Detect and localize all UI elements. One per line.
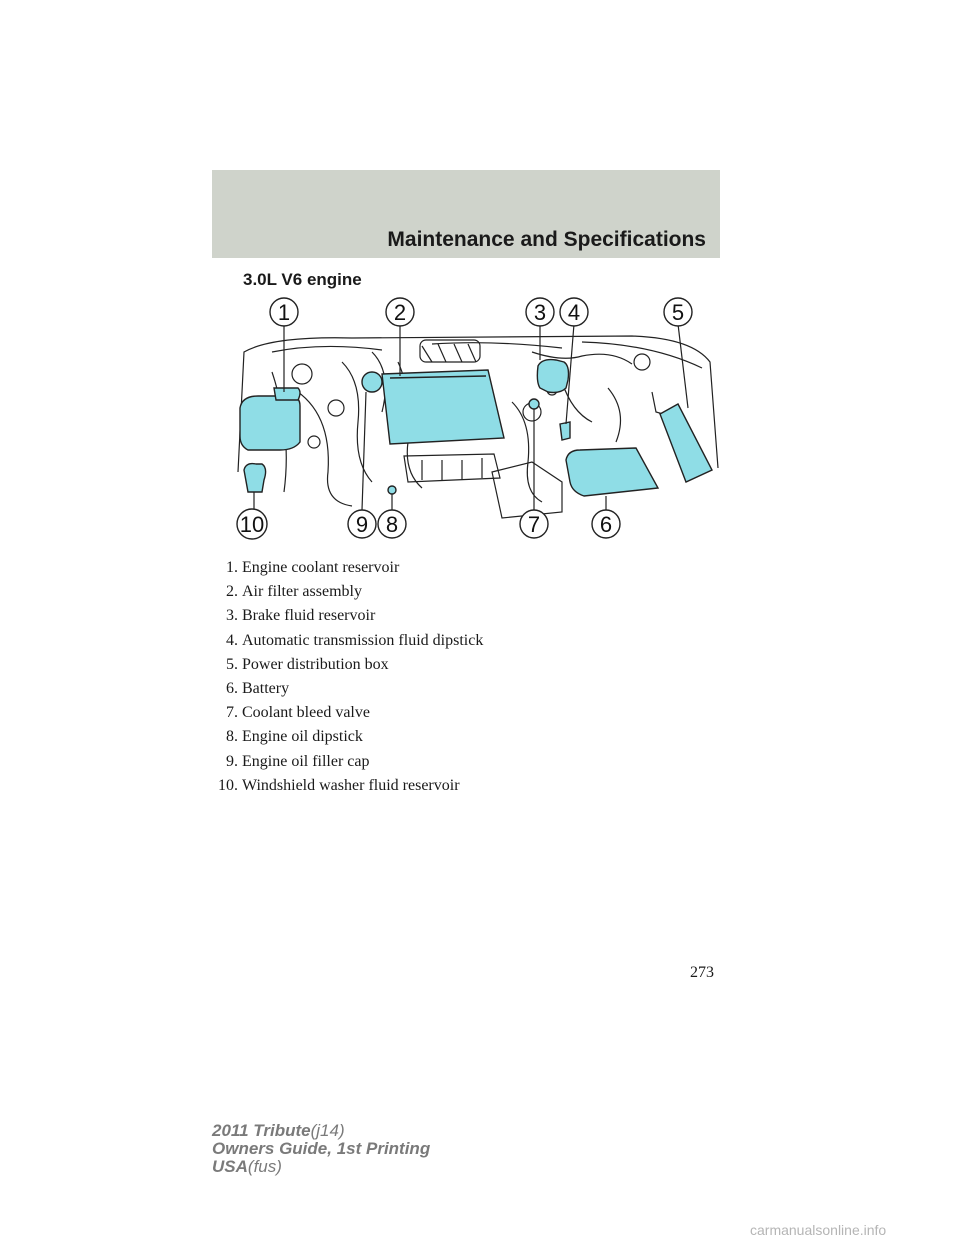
footer-model: 2011 Tribute xyxy=(212,1121,311,1140)
list-item: 3. Brake fluid reservoir xyxy=(226,607,376,625)
list-item: 7. Coolant bleed valve xyxy=(226,704,370,722)
list-item: 9. Engine oil filler cap xyxy=(226,752,370,770)
diagram-heading: 3.0L V6 engine xyxy=(243,270,362,289)
parts-list xyxy=(210,556,483,798)
list-item: 8. Engine oil dipstick xyxy=(226,728,363,746)
list-item: 4. Automatic transmission fluid dipstick xyxy=(226,631,484,649)
callouts-top xyxy=(270,298,692,326)
footer-region: USA xyxy=(212,1157,248,1176)
callout-6: 6 xyxy=(599,512,613,537)
callout-4: 4 xyxy=(567,300,581,325)
power-distribution-box-shape xyxy=(660,404,712,482)
callout-1: 1 xyxy=(277,300,291,325)
list-item: 1. Engine coolant reservoir xyxy=(226,559,400,576)
callout-8: 8 xyxy=(385,512,399,537)
callout-5: 5 xyxy=(671,300,685,325)
section-title: Maintenance and Specifications xyxy=(387,228,706,251)
oil-filler-cap-shape xyxy=(362,372,382,392)
transmission-dipstick-shape xyxy=(560,422,570,440)
list-item: 6. Battery xyxy=(226,679,290,697)
callout-3: 3 xyxy=(533,300,547,325)
coolant-bleed-valve-shape xyxy=(529,399,539,409)
footer-region-code: (fus) xyxy=(247,1157,282,1176)
callout-10: 10 xyxy=(239,512,265,537)
list-item: 5. Power distribution box xyxy=(226,655,389,673)
callout-7: 7 xyxy=(527,512,541,537)
section-header-band xyxy=(212,170,720,258)
list-item: 10. Windshield washer fluid reservoir xyxy=(218,776,460,794)
footer-edition: Owners Guide, 1st Printing xyxy=(212,1139,431,1158)
list-item: 2. Air filter assembly xyxy=(226,583,362,601)
callout-9: 9 xyxy=(355,512,369,537)
footer-model-code: (j14) xyxy=(310,1121,345,1140)
engine-coolant-reservoir-shape xyxy=(240,396,300,450)
print-footer xyxy=(212,1122,430,1176)
battery-shape xyxy=(566,448,658,496)
engine-diagram xyxy=(232,292,720,548)
watermark: carmanualsonline.info xyxy=(750,1222,887,1238)
washer-fluid-reservoir-shape xyxy=(244,464,266,492)
page-number: 273 xyxy=(690,964,714,981)
air-filter-assembly-shape xyxy=(382,370,504,444)
brake-fluid-reservoir-shape xyxy=(537,360,568,393)
oil-dipstick-shape xyxy=(388,486,396,494)
callout-2: 2 xyxy=(393,300,407,325)
highlighted-components xyxy=(240,360,712,496)
callouts-bottom xyxy=(237,509,620,539)
